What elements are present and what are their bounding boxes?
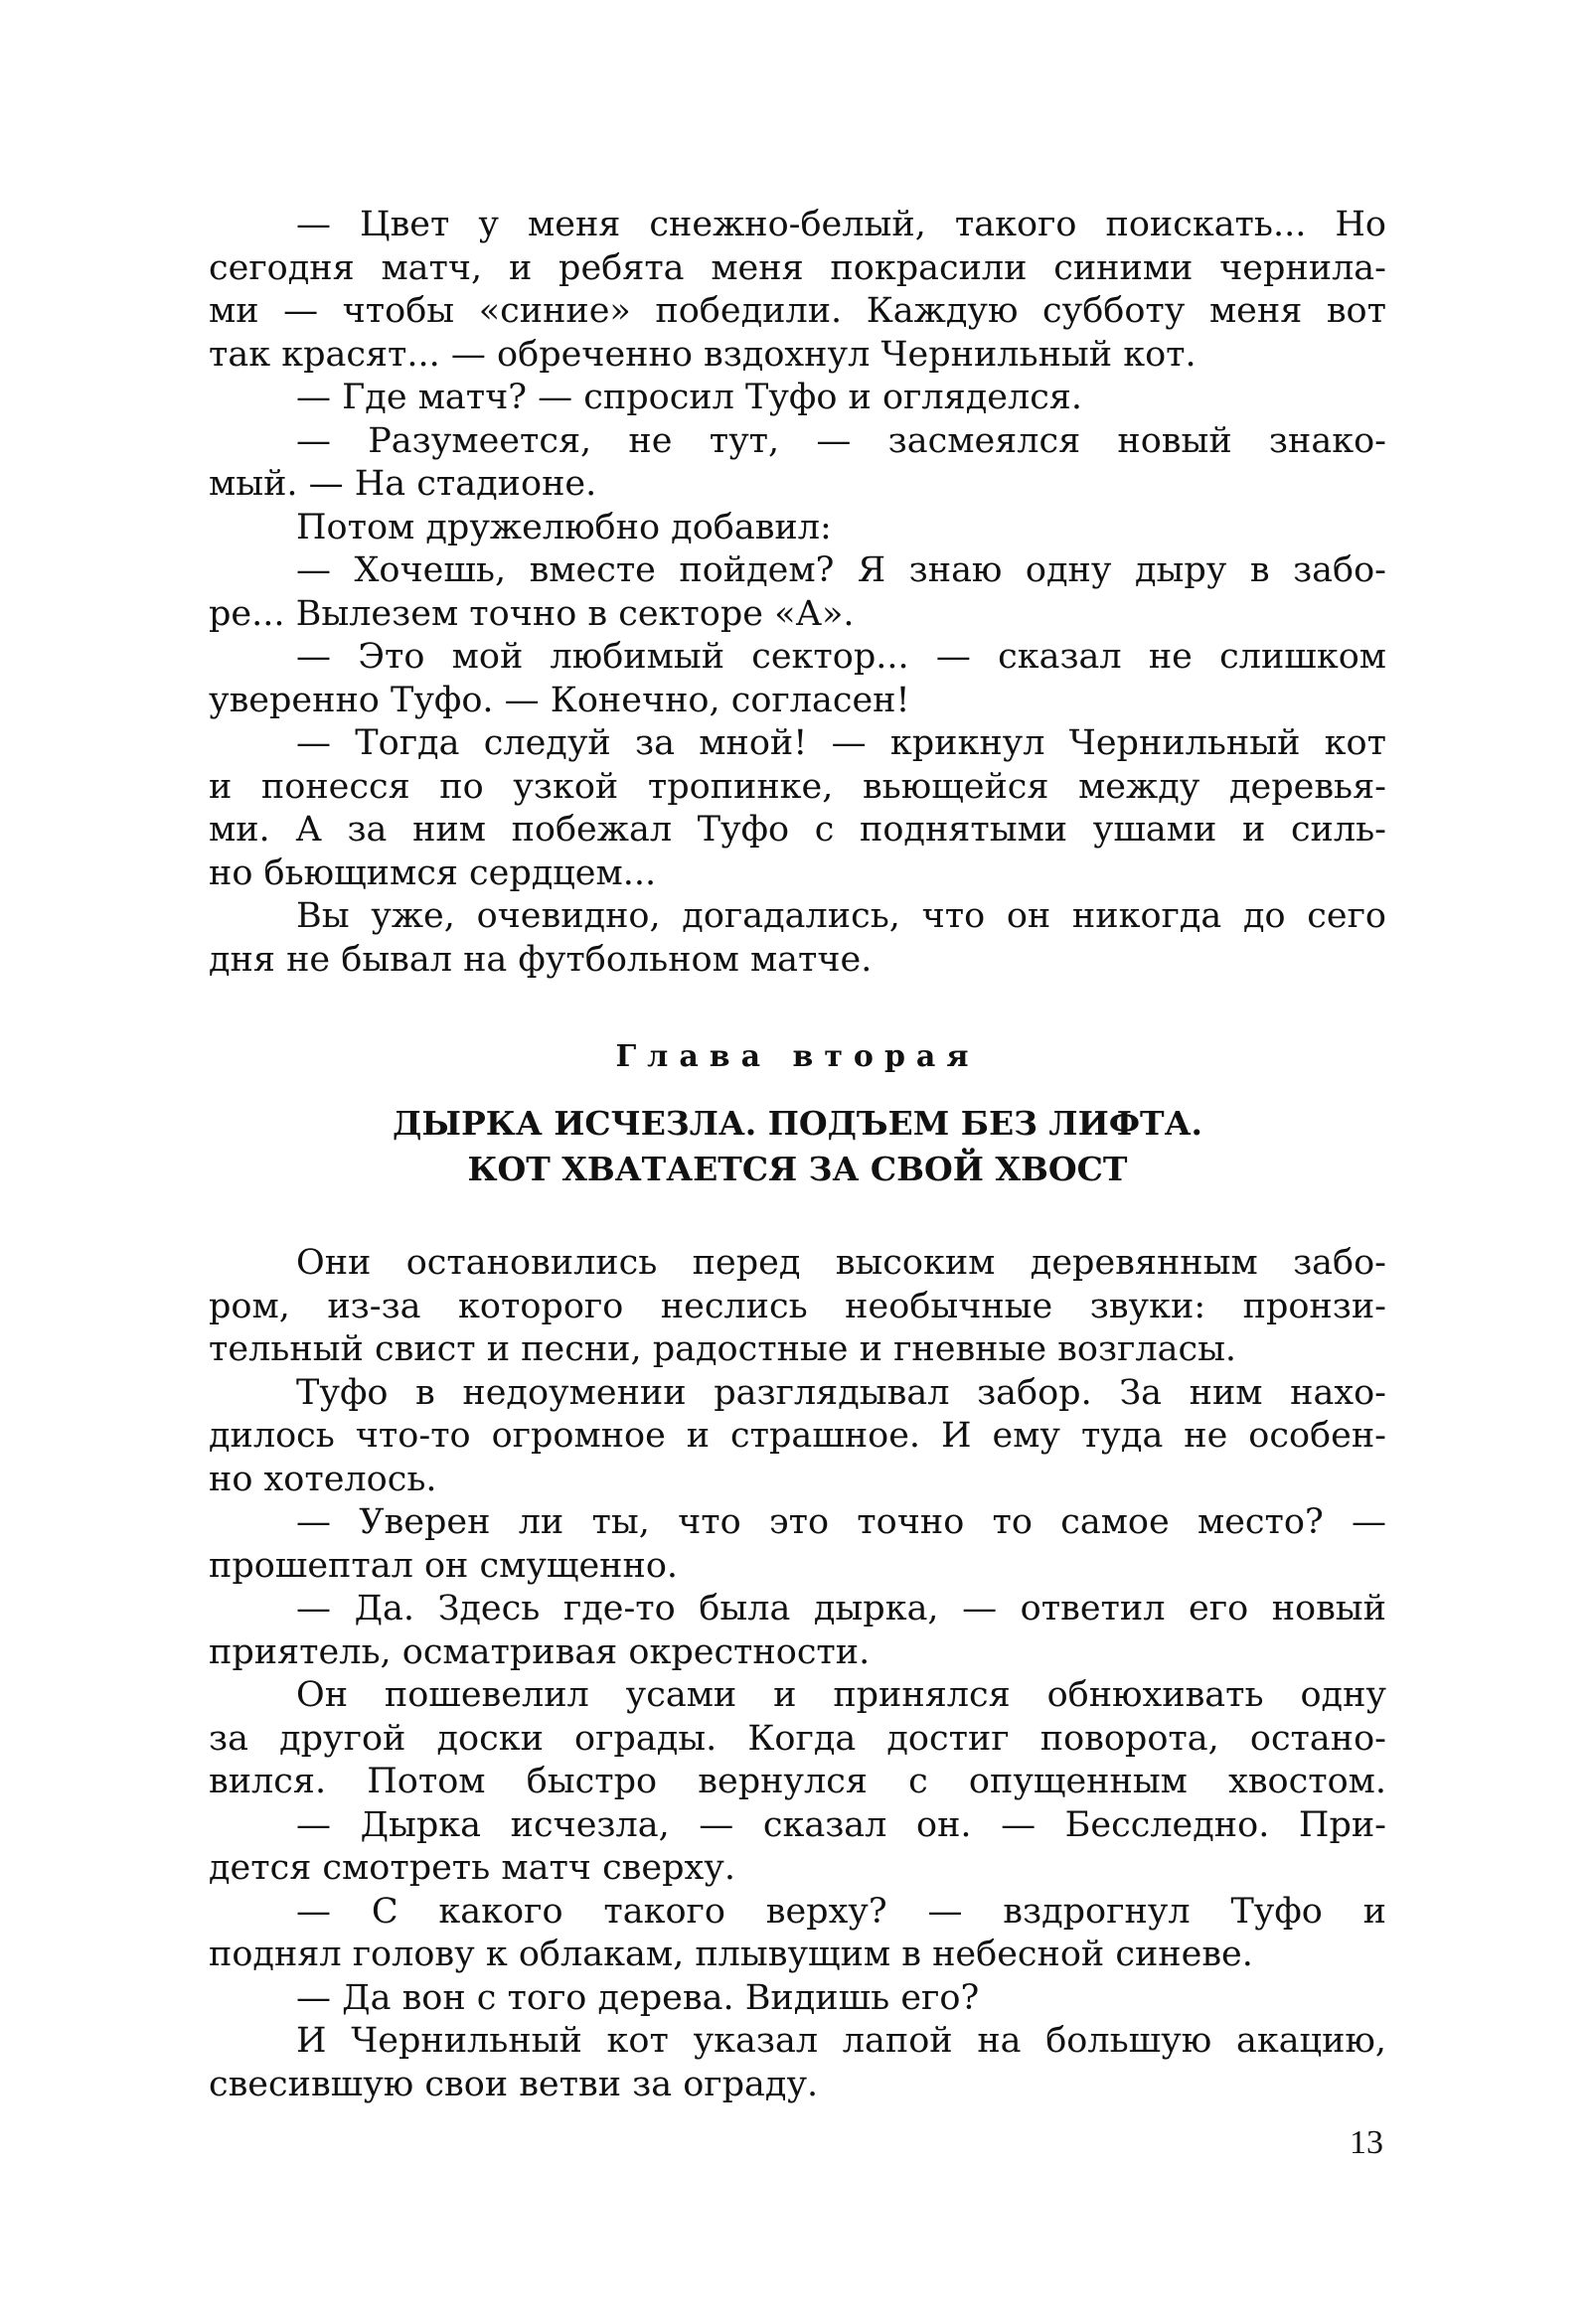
text-line: дилось что-то огромное и страшное. И ему туда не особен- bbox=[209, 1416, 1386, 1456]
text-line: — Цвет у меня снежно-белый, такого поискать... Но bbox=[296, 205, 1386, 244]
text-block-before-chapter bbox=[209, 204, 1386, 982]
text-line: И Чернильный кот указал лапой на большую акацию, bbox=[296, 2021, 1386, 2061]
text-line: — Дырка исчезла, — сказал он. — Бесследно. При- bbox=[296, 1804, 1386, 1845]
text-line: Он пошевелил усами и принялся обнюхивать одну bbox=[296, 1675, 1386, 1715]
text-line: — С какого такого верху? — вздрогнул Туфо и bbox=[296, 1891, 1386, 1932]
text-line: вился. Потом быстро вернулся с опущенным хвостом. bbox=[209, 1762, 1386, 1801]
text-line: Потом дружелюбно добавил: bbox=[296, 507, 832, 547]
text-line: мый. — На стадионе. bbox=[209, 464, 597, 504]
text-line: за другой доски ограды. Когда достиг поворота, остано- bbox=[209, 1718, 1386, 1759]
text-line: ми. А за ним побежал Туфо с поднятыми ушами и силь- bbox=[209, 810, 1386, 850]
text-line: ми — чтобы «синие» победили. Каждую субботу меня вот bbox=[209, 291, 1386, 331]
text-line: тельный свист и песни, радостные и гневные возгласы. bbox=[209, 1329, 1237, 1369]
text-line: приятель, осматривая окрестности. bbox=[209, 1631, 871, 1672]
text-line: — Да. Здесь где-то была дырка, — ответил его новый bbox=[296, 1589, 1386, 1628]
text-line: дется смотреть матч сверху. bbox=[209, 1848, 735, 1888]
text-line: но бьющимся сердцем... bbox=[209, 852, 657, 893]
text-line: — Где матч? — спросил Туфо и огляделся. bbox=[296, 378, 1083, 417]
text-line: — Тогда следуй за мной! — крикнул Чернильный кот bbox=[296, 723, 1386, 763]
chapter-label: Глава вторая bbox=[615, 1039, 980, 1074]
text-line: Туфо в недоумении разглядывал забор. За ним нахо- bbox=[296, 1372, 1386, 1413]
text-line: так красят... — обреченно вздохнул Чернильный кот. bbox=[209, 334, 1197, 375]
text-line: свесившую свои ветви за ограду. bbox=[209, 2064, 819, 2104]
text-line: — Разумеется, не тут, — засмеялся новый знако- bbox=[296, 420, 1386, 461]
chapter-title-line-2: КОТ ХВАТАЕТСЯ ЗА СВОЙ ХВОСТ bbox=[467, 1150, 1128, 1188]
text-line: ром, из-за которого неслись необычные звуки: пронзи- bbox=[209, 1286, 1386, 1326]
text-block-after-chapter bbox=[209, 1242, 1386, 2106]
text-line: — Уверен ли ты, что это точно то самое место? — bbox=[296, 1502, 1386, 1542]
text-line: сегодня матч, и ребята меня покрасили синими чернила- bbox=[209, 247, 1386, 288]
text-line: уверенно Туфо. — Конечно, согласен! bbox=[209, 680, 910, 720]
text-line: ре... Вылезем точно в секторе «А». bbox=[209, 593, 855, 634]
text-line: дня не бывал на футбольном матче. bbox=[209, 939, 873, 980]
text-line: прошептал он смущенно. bbox=[209, 1545, 679, 1586]
text-line: Они остановились перед высоким деревянным забо- bbox=[296, 1243, 1386, 1283]
text-line: но хотелось. bbox=[209, 1459, 437, 1499]
text-line: поднял голову к облакам, плывущим в небесной синеве. bbox=[209, 1935, 1253, 1974]
page-number: 13 bbox=[1350, 2124, 1383, 2161]
text-line: — Это мой любимый сектор... — сказал не слишком bbox=[296, 637, 1386, 677]
page-body bbox=[209, 204, 1386, 2106]
text-line: и понесся по узкой тропинке, вьющейся между деревья- bbox=[209, 766, 1386, 807]
text-line: Вы уже, очевидно, догадались, что он никогда до сего bbox=[296, 896, 1386, 936]
chapter-title-line-1: ДЫРКА ИСЧЕЗЛА. ПОДЪЕМ БЕЗ ЛИФТА. bbox=[393, 1104, 1202, 1143]
text-line: — Да вон с того дерева. Видишь его? bbox=[296, 1977, 980, 2018]
text-line: — Хочешь, вместе пойдем? Я знаю одну дыру в забо- bbox=[296, 550, 1386, 590]
